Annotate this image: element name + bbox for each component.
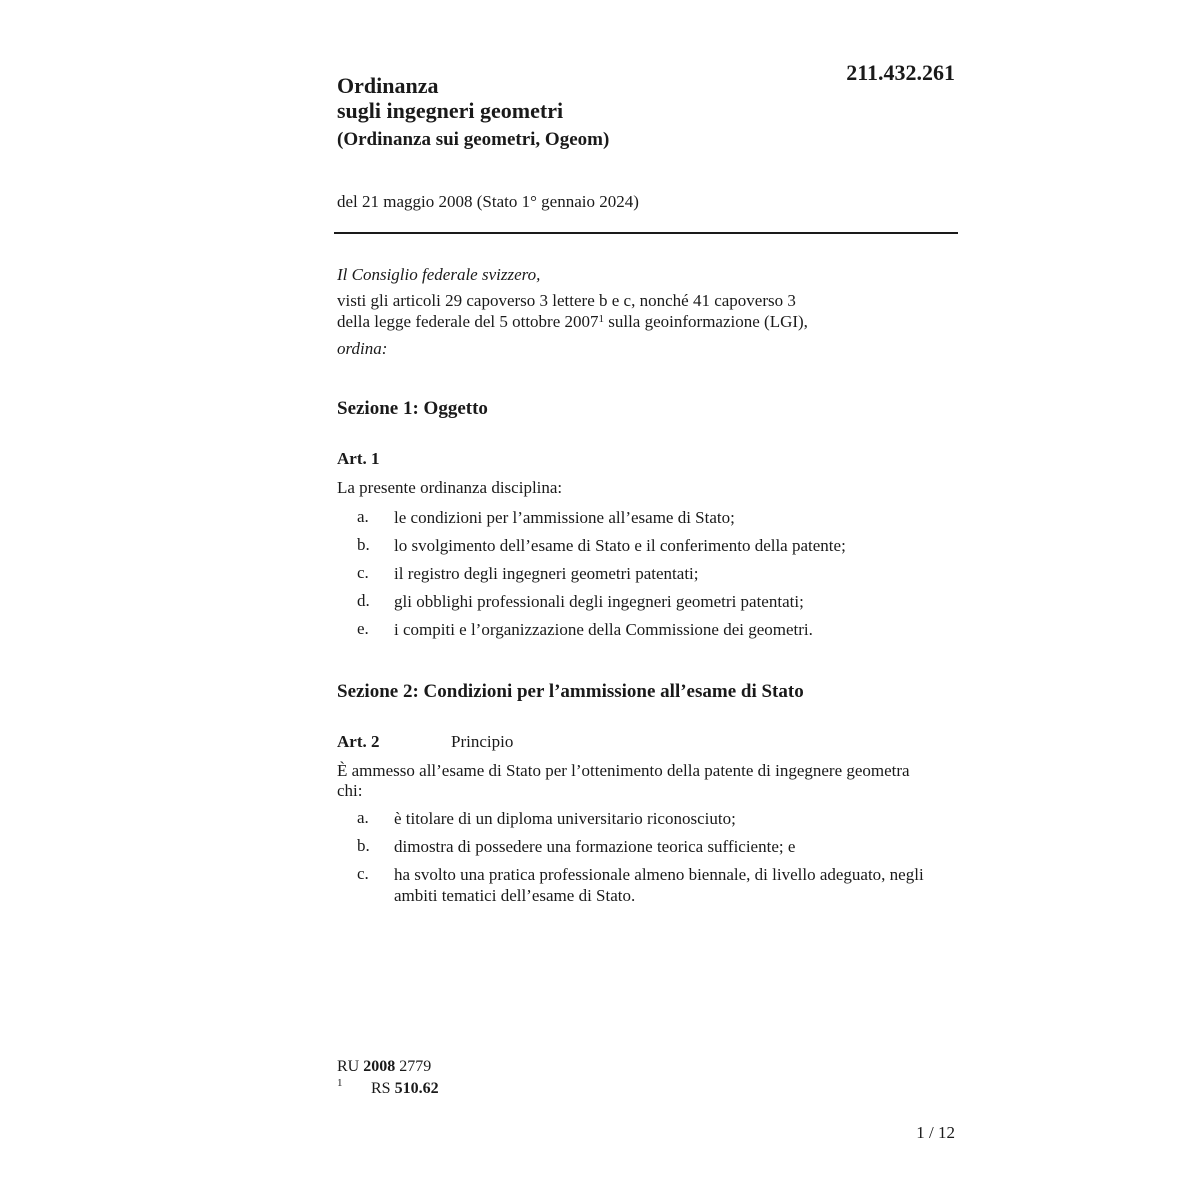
list-item: lo svolgimento dell’esame di Stato e il conferimento della patente; xyxy=(394,536,846,555)
ru-page: 2779 xyxy=(395,1058,432,1075)
preamble-basis-line-2 xyxy=(337,311,808,332)
document-subtitle: (Ordinanza sui geometri, Ogeom) xyxy=(337,129,610,150)
footnote-text xyxy=(371,1080,439,1098)
article-2-intro xyxy=(337,761,910,801)
list-item-letter: c. xyxy=(357,864,369,883)
document-title xyxy=(337,73,563,123)
preamble-authority: Il Consiglio federale svizzero, xyxy=(337,265,541,284)
list-item-line-1: ha svolto una pratica professionale almeno biennale, di livello adeguato, negli xyxy=(394,865,924,884)
preamble-basis-text-a: della legge federale del 5 ottobre 2007 xyxy=(337,312,599,331)
preamble-ordina: ordina: xyxy=(337,339,388,358)
list-item-letter: b. xyxy=(357,836,370,855)
list-item: gli obblighi professionali degli ingegneri geometri patentati; xyxy=(394,592,804,611)
article-2-intro-line-1: È ammesso all’esame di Stato per l’ottenimento della patente di ingegnere geometra xyxy=(337,761,910,780)
list-item: dimostra di possedere una formazione teorica sufficiente; e xyxy=(394,837,796,856)
page-number: 1 / 12 xyxy=(916,1123,955,1142)
preamble-basis xyxy=(337,290,808,332)
list-item: le condizioni per l’ammissione all’esame di Stato; xyxy=(394,508,735,527)
section-1-title: Sezione 1: Oggetto xyxy=(337,398,488,419)
footnote-prefix: RS xyxy=(371,1080,395,1097)
title-line-2: sugli ingegneri geometri xyxy=(337,98,564,123)
preamble-basis-text-b: sulla geoinformazione (LGI), xyxy=(604,312,808,331)
ru-prefix: RU xyxy=(337,1058,364,1075)
header-divider xyxy=(334,232,958,234)
list-item-line-2: ambiti tematici dell’esame di Stato. xyxy=(394,886,636,905)
document-number: 211.432.261 xyxy=(846,60,955,85)
list-item: è titolare di un diploma universitario riconosciuto; xyxy=(394,809,736,828)
article-2-label: Art. 2 xyxy=(337,732,380,751)
preamble-basis-line-1: visti gli articoli 29 capoverso 3 lettere b e c, nonché 41 capoverso 3 xyxy=(337,291,796,310)
footnote-ref-1[interactable]: 1 xyxy=(598,313,604,325)
document-date: del 21 maggio 2008 (Stato 1° gennaio 2024) xyxy=(337,192,639,211)
ru-year: 2008 xyxy=(363,1058,396,1075)
ru-reference xyxy=(337,1058,431,1076)
footnote-number: 1 xyxy=(337,1077,343,1089)
article-1-label: Art. 1 xyxy=(337,449,380,468)
article-2-heading: Principio xyxy=(451,732,514,751)
list-item-letter: a. xyxy=(357,507,369,526)
list-item-letter: b. xyxy=(357,535,370,554)
list-item-letter: e. xyxy=(357,619,369,638)
list-item: i compiti e l’organizzazione della Commissione dei geometri. xyxy=(394,620,813,639)
list-item-letter: a. xyxy=(357,808,369,827)
list-item-letter: c. xyxy=(357,563,369,582)
list-item xyxy=(394,864,959,906)
article-1-intro: La presente ordinanza disciplina: xyxy=(337,478,563,497)
title-line-1: Ordinanza xyxy=(337,73,439,98)
list-item: il registro degli ingegneri geometri patentati; xyxy=(394,564,699,583)
article-2-intro-line-2: chi: xyxy=(337,781,363,800)
list-item-letter: d. xyxy=(357,591,370,610)
section-2-title: Sezione 2: Condizioni per l’ammissione all’esame di Stato xyxy=(337,681,804,702)
footnote-ref: 510.62 xyxy=(394,1080,439,1097)
